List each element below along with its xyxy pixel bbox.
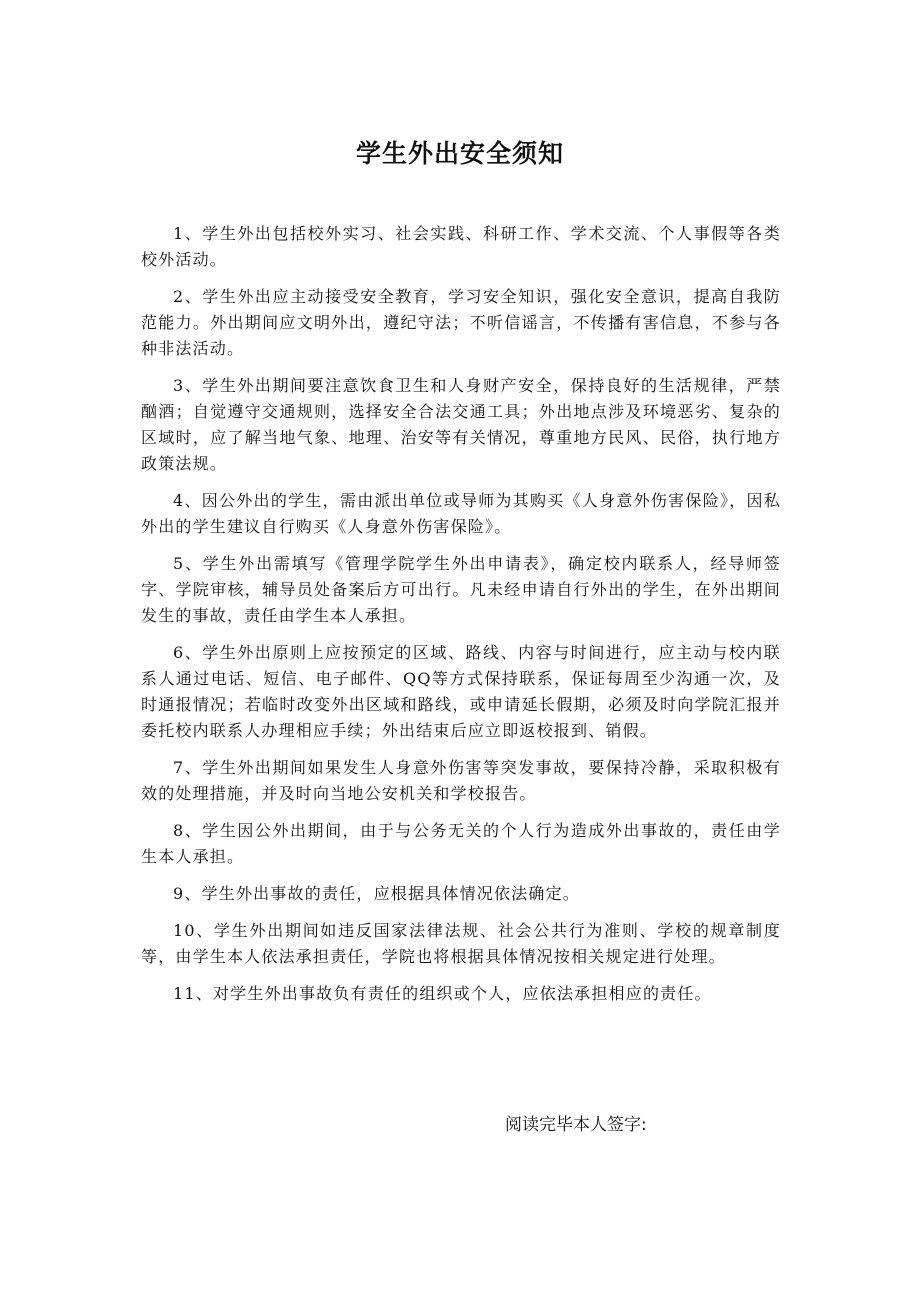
signature-label: 阅读完毕本人签字:	[505, 1115, 647, 1135]
paragraph-3: 3、学生外出期间要注意饮食卫生和人身财产安全，保持良好的生活规律，严禁酗酒；自觉遵守交通规则，选择安全合法交通工具；外出地点涉及环境恶劣、复杂的区域时，应了解当地气象、地理、治安等有关情况，尊重地方民风、民俗，执行地方政策法规。	[141, 376, 781, 473]
paragraph-8: 8、学生因公外出期间，由于与公务无关的个人行为造成外出事故的，责任由学生本人承担。	[141, 821, 781, 866]
paragraph-2: 2、学生外出应主动接受安全教育，学习安全知识，强化安全意识，提高自我防范能力。外出期间应文明外出，遵纪守法；不听信谣言，不传播有害信息，不参与各种非法活动。	[141, 287, 781, 358]
paragraph-5: 5、学生外出需填写《管理学院学生外出申请表》，确定校内联系人，经导师签字、学院审核，辅导员处备案后方可出行。凡未经申请自行外出的学生，在外出期间发生的事故，责任由学生本人承担。	[141, 554, 781, 625]
page-title: 学生外出安全须知	[355, 139, 564, 168]
paragraph-6: 6、学生外出原则上应按预定的区域、路线、内容与时间进行，应主动与校内联系人通过电话、短信、电子邮件、QQ等方式保持联系，保证每周至少沟通一次，及时通报情况；若临时改变外出区域和路线，或申请延长假期，必须及时向学院汇报并委托校内联系人办理相应手续；外出结束后应立即返校报到、销假。	[141, 643, 781, 740]
paragraph-7: 7、学生外出期间如果发生人身意外伤害等突发事故，要保持冷静，采取积极有效的处理措施，并及时向当地公安机关和学校报告。	[141, 758, 781, 803]
notice-body	[141, 221, 781, 1018]
paragraph-11: 11、对学生外出事故负有责任的组织或个人，应依法承担相应的责任。	[173, 984, 712, 1003]
paragraph-1: 1、学生外出包括校外实习、社会实践、科研工作、学术交流、个人事假等各类校外活动。	[141, 224, 781, 269]
paragraph-10: 10、学生外出期间如违反国家法律法规、社会公共行为准则、学校的规章制度等，由学生本人依法承担责任，学院也将根据具体情况按相关规定进行处理。	[141, 921, 781, 966]
paragraph-4: 4、因公外出的学生，需由派出单位或导师为其购买《人身意外伤害保险》，因私外出的学生建议自行购买《人身意外伤害保险》。	[141, 491, 781, 536]
paragraph-9: 9、学生外出事故的责任，应根据具体情况依法确定。	[173, 884, 580, 903]
